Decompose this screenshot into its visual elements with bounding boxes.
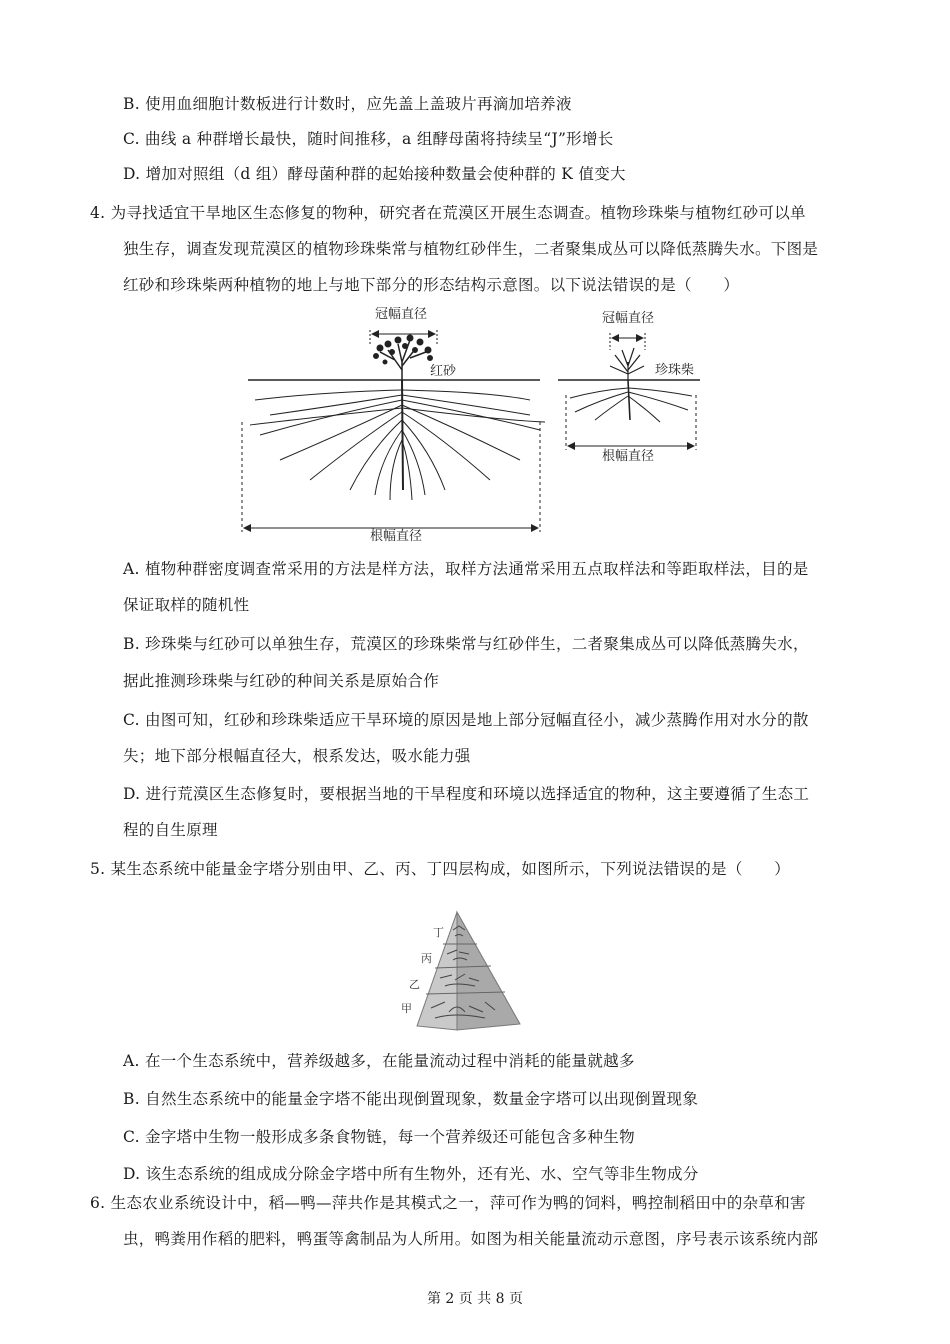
q4-stem-line-2: 独生存，调查发现荒漠区的植物珍珠柴常与植物红砂伴生，二者聚集成丛可以降低蒸腾失水。下图是 xyxy=(123,240,819,258)
hongsha-roots xyxy=(250,380,545,500)
pyramid-level-yi: 乙 xyxy=(409,978,420,991)
q4-stem-line-1: 4. 为寻找适宜干旱地区生态修复的物种，研究者在荒漠区开展生态调查。植物珍珠柴与植物红砂可以单 xyxy=(90,204,806,222)
page-footer: 第 2 页 共 8 页 xyxy=(426,1291,524,1307)
q5-option-a: A. 在一个生态系统中，营养级越多，在能量流动过程中消耗的能量就越多 xyxy=(123,1052,635,1070)
hongsha-crown xyxy=(370,330,437,380)
q5-option-d: D. 该生态系统的组成成分除金字塔中所有生物外，还有光、水、空气等非生物成分 xyxy=(123,1165,699,1183)
q4-option-d-line-1: D. 进行荒漠区生态修复时，要根据当地的干旱程度和环境以选择适宜的物种，这主要遵循了生态工 xyxy=(123,785,810,803)
q5-option-b: B. 自然生态系统中的能量金字塔不能出现倒置现象，数量金字塔可以出现倒置现象 xyxy=(123,1090,699,1108)
zhenzhuchai-root-label: 根幅直径 xyxy=(602,449,655,464)
q4-stem-line-3: 红砂和珍珠柴两种植物的地上与地下部分的形态结构示意图。以下说法错误的是（ ） xyxy=(123,276,740,294)
q5-stem: 5. 某生态系统中能量金字塔分别由甲、乙、丙、丁四层构成，如图所示，下列说法错误的是（ ） xyxy=(90,860,791,878)
q4-option-a-line-1: A. 植物种群密度调查常采用的方法是样方法，取样方法通常采用五点取样法和等距取样法，目的是 xyxy=(123,560,809,578)
hongsha-label: 红砂 xyxy=(430,364,457,379)
zhenzhuchai-label: 珍珠柴 xyxy=(655,363,695,378)
pyramid-level-jia: 甲 xyxy=(401,1002,412,1015)
zhenzhuchai-crown xyxy=(610,348,644,380)
pyramid-level-ding: 丁 xyxy=(433,926,444,939)
zhenzhuchai-crown-label: 冠幅直径 xyxy=(602,311,655,326)
q4-option-b-line-2: 据此推测珍珠柴与红砂的种间关系是原始合作 xyxy=(123,672,440,690)
q4-option-c-line-2: 失；地下部分根幅直径大，根系发达，吸水能力强 xyxy=(123,747,471,765)
q6-stem-line-1: 6. 生态农业系统设计中，稻—鸭—萍共作是其模式之一，萍可作为鸭的饲料，鸭控制稻田中的杂草和害 xyxy=(90,1194,806,1212)
q3-option-d: D. 增加对照组（d 组）酵母菌种群的起始接种数量会使种群的 K 值变大 xyxy=(123,165,626,183)
root-structure-figure xyxy=(230,300,710,550)
q4-option-d-line-2: 程的自生原理 xyxy=(123,821,218,839)
q6-stem-line-2: 虫，鸭粪用作稻的肥料，鸭蛋等禽制品为人所用。如图为相关能量流动示意图，序号表示该系统内部 xyxy=(123,1230,819,1248)
energy-pyramid-svg xyxy=(395,908,535,1033)
zhenzhuchai-roots xyxy=(570,380,692,422)
q3-option-b: B. 使用血细胞计数板进行计数时，应先盖上盖玻片再滴加培养液 xyxy=(123,95,572,113)
root-diagram-svg xyxy=(230,300,710,550)
hongsha-root-label: 根幅直径 xyxy=(370,529,423,544)
q4-option-a-line-2: 保证取样的随机性 xyxy=(123,596,250,614)
q4-option-b-line-1: B. 珍珠柴与红砂可以单独生存，荒漠区的珍珠柴常与红砂伴生，二者聚集成丛可以降低蒸腾失水， xyxy=(123,635,809,653)
hongsha-crown-label: 冠幅直径 xyxy=(375,307,428,322)
q5-option-c: C. 金字塔中生物一般形成多条食物链，每一个营养级还可能包含多种生物 xyxy=(123,1128,635,1146)
pyramid-level-bing: 丙 xyxy=(421,952,432,965)
q4-option-c-line-1: C. 由图可知，红砂和珍珠柴适应干旱环境的原因是地上部分冠幅直径小，减少蒸腾作用对水分的散 xyxy=(123,711,809,729)
energy-pyramid-figure xyxy=(395,908,535,1033)
q3-option-c: C. 曲线 a 种群增长最快，随时间推移，a 组酵母菌将持续呈“J”形增长 xyxy=(123,130,614,148)
